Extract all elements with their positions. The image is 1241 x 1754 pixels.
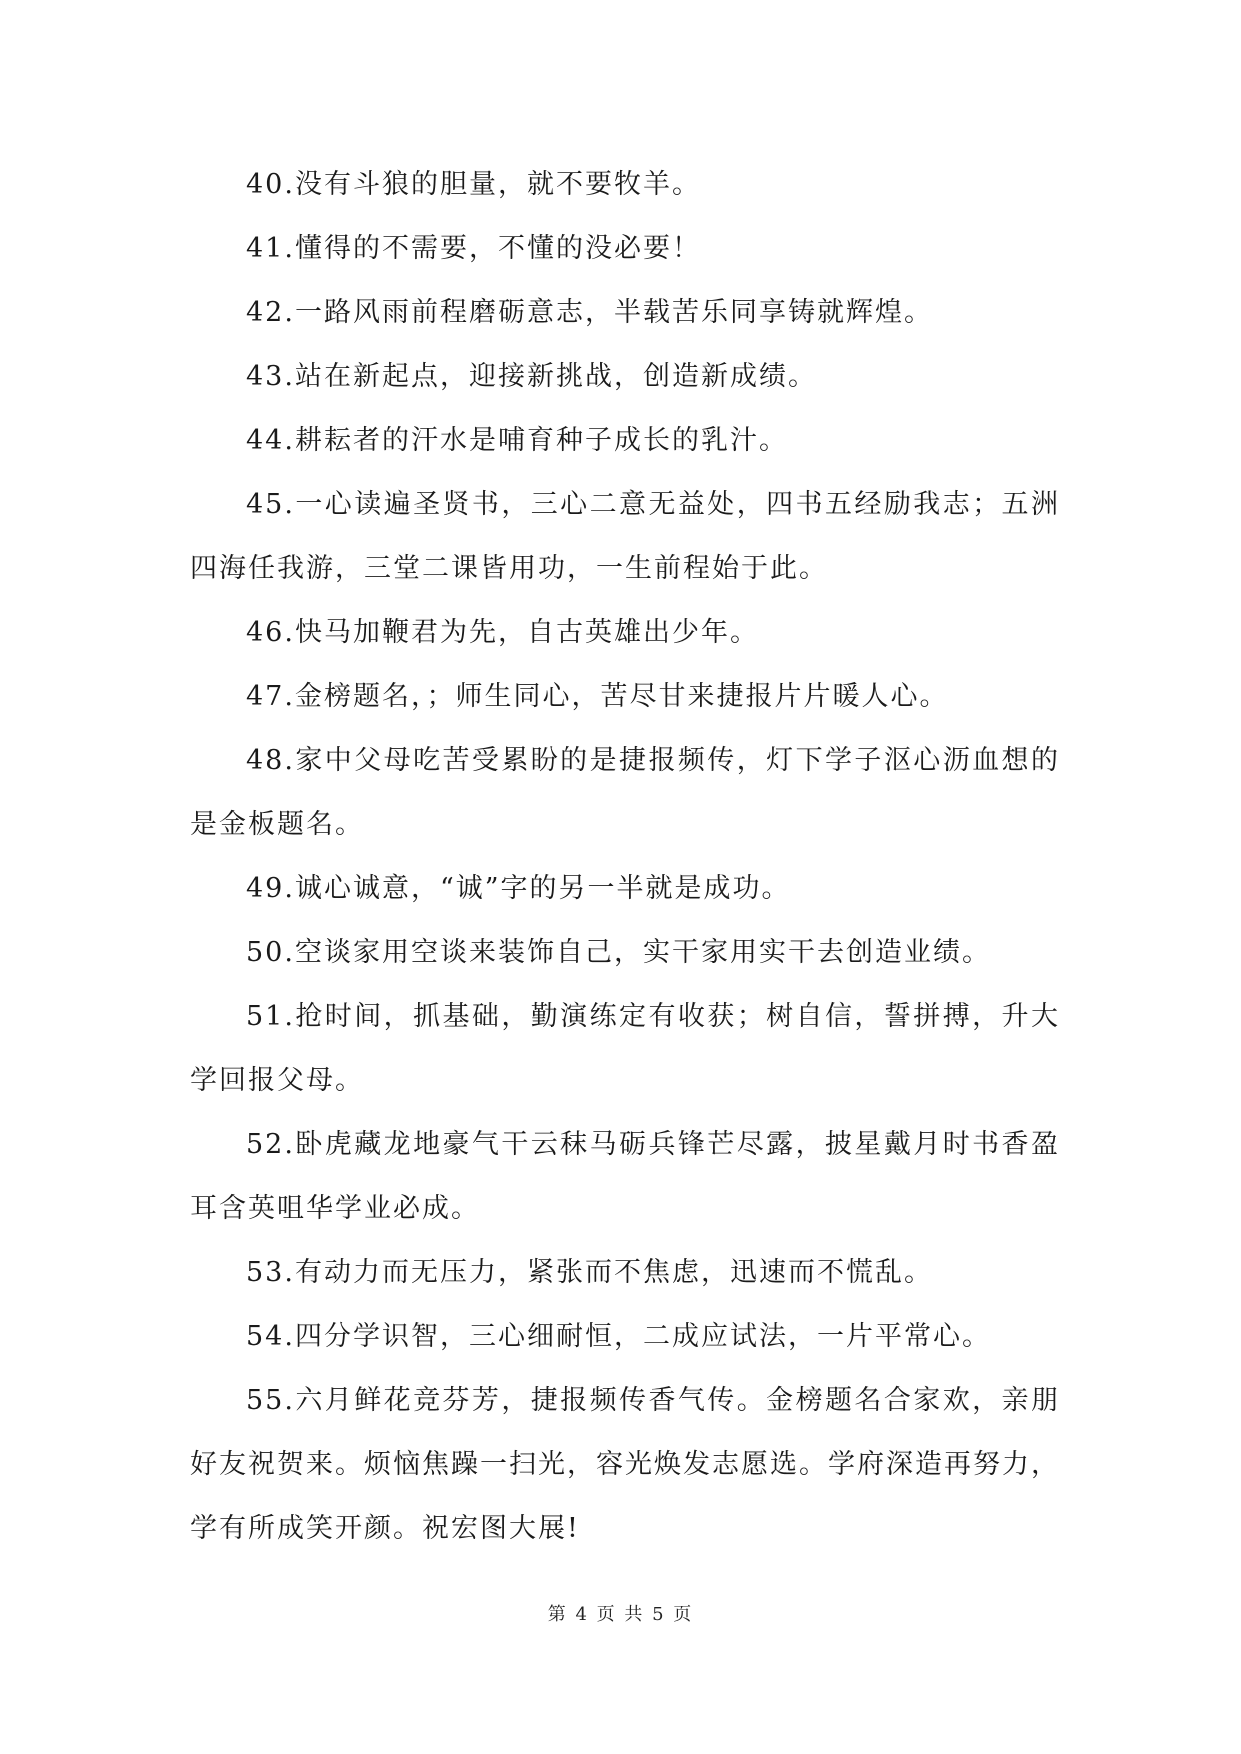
paragraph-41: 41.懂得的不需要，不懂的没必要！ bbox=[246, 233, 701, 264]
paragraph-51: 51.抢时间，抓基础，勤演练定有收获；树自信，誓拼搏，升大学回报父母。 bbox=[190, 1001, 1060, 1096]
page-body bbox=[190, 153, 1060, 1561]
paragraph-42: 42.一路风雨前程磨砺意志，半载苦乐同享铸就辉煌。 bbox=[246, 297, 933, 328]
paragraph-50: 50.空谈家用空谈来装饰自己，实干家用实干去创造业绩。 bbox=[246, 937, 991, 968]
paragraph-52: 52.卧虎藏龙地豪气干云秣马砺兵锋芒尽露，披星戴月时书香盈耳含英咀华学业必成。 bbox=[190, 1129, 1060, 1224]
paragraph-49: 49.诚心诚意，“诚”字的另一半就是成功。 bbox=[246, 873, 791, 904]
paragraph-43: 43.站在新起点，迎接新挑战，创造新成绩。 bbox=[246, 361, 817, 392]
paragraph-53: 53.有动力而无压力，紧张而不焦虑，迅速而不慌乱。 bbox=[246, 1257, 933, 1288]
paragraph-44: 44.耕耘者的汗水是哺育种子成长的乳汁。 bbox=[246, 425, 788, 456]
paragraph-47: 47.金榜题名，；师生同心，苦尽甘来捷报片片暖人心。 bbox=[246, 681, 949, 712]
paragraph-45: 45.一心读遍圣贤书，三心二意无益处，四书五经励我志；五洲四海任我游，三堂二课皆用功，一生前程始于此。 bbox=[190, 489, 1060, 584]
page-footer: 第 4 页 共 5 页 bbox=[547, 1604, 694, 1625]
paragraph-54: 54.四分学识智，三心细耐恒，二成应试法，一片平常心。 bbox=[246, 1321, 991, 1352]
paragraph-48: 48.家中父母吃苦受累盼的是捷报频传，灯下学子沤心沥血想的是金板题名。 bbox=[190, 745, 1060, 840]
paragraph-46: 46.快马加鞭君为先，自古英雄出少年。 bbox=[246, 617, 759, 648]
paragraph-55: 55.六月鲜花竞芬芳，捷报频传香气传。金榜题名合家欢，亲朋好友祝贺来。烦恼焦躁一扫光，容光焕发志愿选。学府深造再努力，学有所成笑开颜。祝宏图大展! bbox=[190, 1385, 1060, 1544]
paragraph-40: 40.没有斗狼的胆量，就不要牧羊。 bbox=[246, 169, 701, 200]
